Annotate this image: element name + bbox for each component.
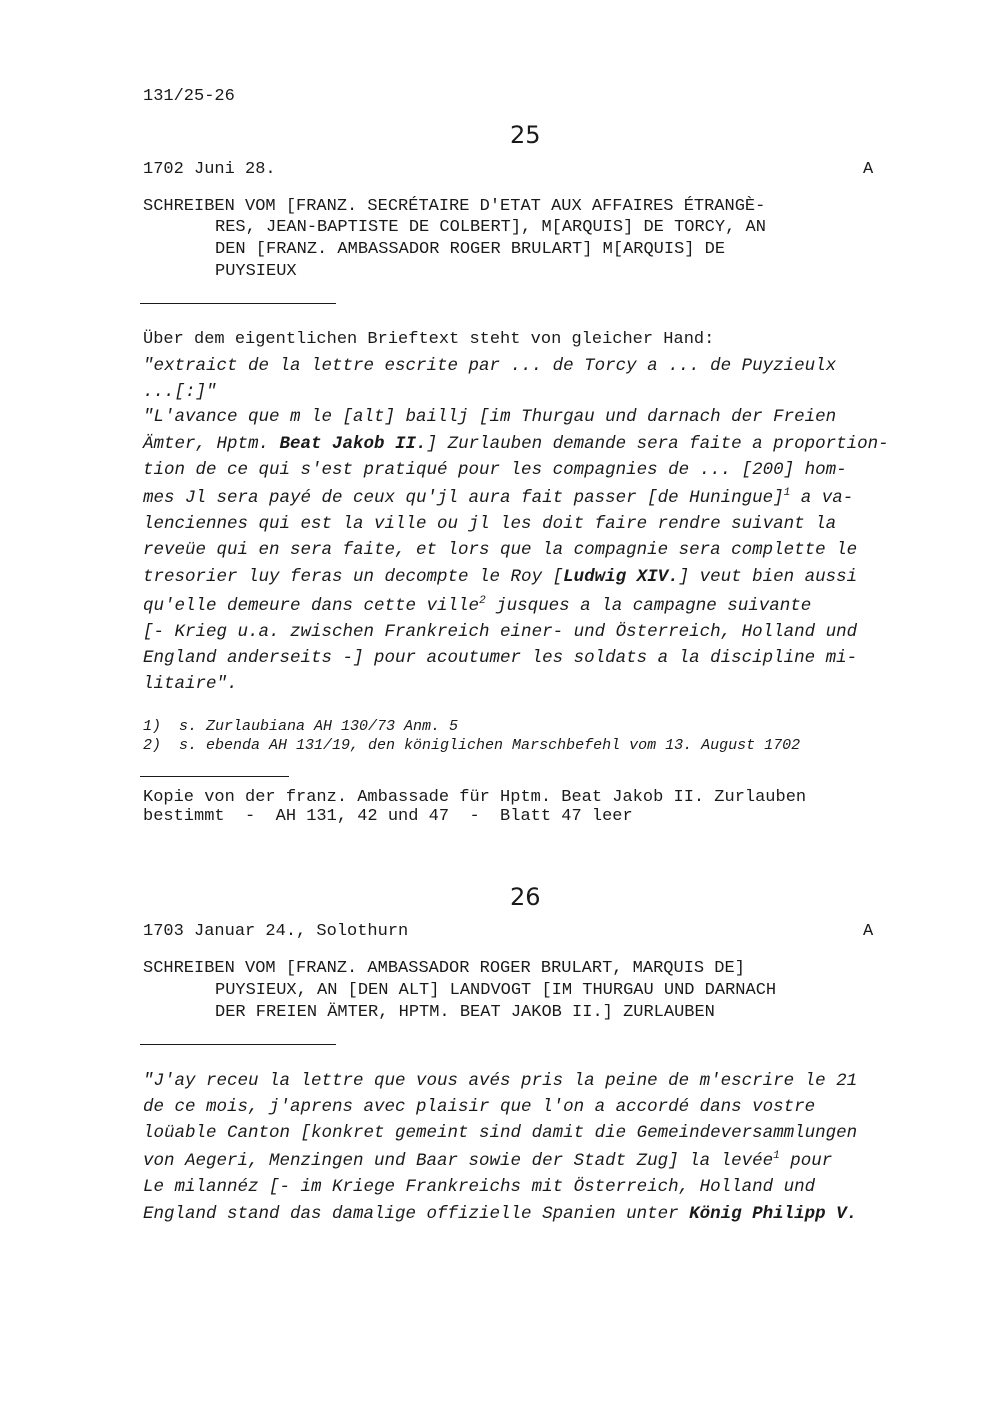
text-segment: mes Jl sera payé de ceux qu'jl aura fait passer [de Huningue]: [143, 488, 784, 508]
text-line: Le milannéz [- im Kriege Frankreichs mit Österreich, Holland und: [143, 1177, 816, 1197]
document-type-letter-25: A: [863, 160, 874, 179]
text-line: "extraict de la lettre escrite par ... de Torcy a ... de Puyzieulx: [143, 356, 837, 376]
title-divider: [140, 303, 336, 304]
title-line: SCHREIBEN VOM [FRANZ. AMBASSADOR ROGER BRULART, MARQUIS DE]: [143, 959, 745, 978]
title-line: DEN [FRANZ. AMBASSADOR ROGER BRULART] M[ARQUIS] DE: [215, 240, 726, 259]
text-line: [143, 433, 889, 455]
text-segment: tresorier luy feras un decompte le Roy [: [143, 567, 564, 587]
source-line: Kopie von der franz. Ambassade für Hptm. Beat Jakob II. Zurlauben: [143, 788, 807, 807]
footnote-marker: 2: [479, 595, 486, 607]
text-line: [- Krieg u.a. zwischen Frankreich einer- und Österreich, Holland und: [143, 622, 858, 642]
footnote-marker: 1: [773, 1150, 780, 1162]
document-date-26: 1703 Januar 24., Solothurn: [143, 922, 409, 941]
intro-note: Über dem eigentlichen Brieftext steht von gleicher Hand:: [143, 330, 715, 349]
text-line: lenciennes qui est la ville ou jl les doit faire rendre suivant la: [143, 514, 837, 534]
text-line: [143, 595, 811, 617]
person-name: Beat Jakob II.: [279, 434, 427, 454]
title-line: RES, JEAN-BAPTISTE DE COLBERT], M[ARQUIS] DE TORCY, AN: [215, 218, 766, 237]
footnote: 1) s. Zurlaubiana AH 130/73 Anm. 5: [143, 718, 459, 735]
document-number-25: 25: [510, 121, 541, 149]
text-segment: Ämter, Hptm.: [143, 434, 280, 454]
title-divider: [140, 1044, 336, 1045]
page-reference: 131/25-26: [143, 87, 235, 106]
person-name: Ludwig XIV.: [563, 567, 679, 587]
text-segment: pour: [779, 1151, 833, 1171]
text-line: litaire".: [143, 674, 238, 694]
text-line: "J'ay receu la lettre que vous avés pris la peine de m'escrire le 21: [143, 1071, 858, 1091]
text-segment: qu'elle demeure dans cette ville: [143, 596, 480, 616]
text-line: [143, 566, 857, 588]
text-line: England anderseits -] pour acoutumer les soldats a la discipline mi-: [143, 648, 858, 668]
footnote-divider: [140, 776, 289, 777]
text-line: [143, 1150, 832, 1172]
text-line: [143, 1203, 857, 1225]
text-segment: von Aegeri, Menzingen und Baar sowie der Stadt Zug] la levée: [143, 1151, 774, 1171]
document-date-25: 1702 Juni 28.: [143, 160, 276, 179]
text-line: de ce mois, j'aprens avec plaisir que l'on a accordé dans vostre: [143, 1097, 816, 1117]
text-line: loüable Canton [konkret gemeint sind damit die Gemeindeversammlungen: [143, 1123, 858, 1143]
text-segment: England stand das damalige offizielle Spanien unter: [143, 1204, 690, 1224]
title-line: PUYSIEUX: [215, 262, 297, 281]
text-line: reveüe qui en sera faite, et lors que la compagnie sera complette le: [143, 540, 858, 560]
text-segment: ] Zurlauben demande sera faite a proportion-: [426, 434, 889, 454]
text-line: "L'avance que m le [alt] baillj [im Thurgau und darnach der Freien: [143, 407, 837, 427]
document-type-letter-26: A: [863, 922, 874, 941]
footnote-marker: 1: [783, 487, 791, 499]
title-line: SCHREIBEN VOM [FRANZ. SECRÉTAIRE D'ETAT AUX AFFAIRES ÉTRANGÈ-: [143, 197, 766, 216]
footnote: 2) s. ebenda AH 131/19, den königlichen Marschbefehl vom 13. August 1702: [143, 737, 801, 754]
text-line: ...[:]": [143, 382, 217, 402]
text-segment: a va-: [790, 488, 854, 508]
text-line: tion de ce qui s'est pratiqué pour les compagnies de ... [200] hom-: [143, 460, 847, 480]
person-name: König Philipp V.: [689, 1204, 858, 1224]
document-number-26: 26: [510, 883, 541, 911]
text-segment: jusques a la campagne suivante: [485, 596, 812, 616]
title-line: PUYSIEUX, AN [DEN ALT] LANDVOGT [IM THURGAU UND DARNACH: [215, 981, 777, 1000]
text-segment: ] veut bien aussi: [678, 567, 858, 587]
text-line: [143, 487, 853, 509]
title-line: DER FREIEN ÄMTER, HPTM. BEAT JAKOB II.] ZURLAUBEN: [215, 1003, 715, 1022]
source-line: bestimmt - AH 131, 42 und 47 - Blatt 47 leer: [143, 807, 633, 826]
